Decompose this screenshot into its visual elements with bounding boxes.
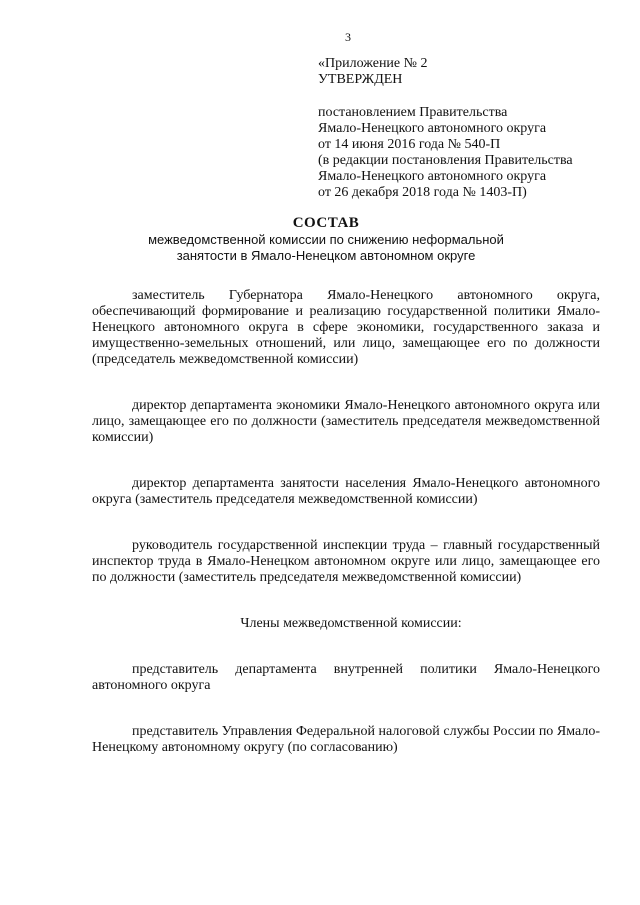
approval-line: от 26 декабря 2018 года № 1403-П) [318, 185, 527, 200]
members-heading: Члены межведомственной комиссии: [240, 616, 462, 631]
page-number: 3 [345, 30, 351, 44]
commission-member-paragraph: представитель департамента внутренней политики Ямало-Ненецкого автономного округа [92, 662, 600, 693]
approval-line: Ямало-Ненецкого автономного округа [318, 121, 547, 136]
member-paragraph: директор департамента занятости населения Ямало-Ненецкого автономного округа (заместитель председателя межведомственной комиссии) [92, 476, 600, 507]
document-body [92, 288, 600, 756]
member-paragraph: заместитель Губернатора Ямало-Ненецкого автономного округа, обеспечивающий формирование и реализацию государственной политики Ямало-Ненецкого автономного округа в сфере экономики, государственного заказа и имущественно-земельных отношений, или лицо, замещающее его по должности (председатель межведомственной комиссии) [92, 288, 600, 367]
commission-member-paragraph: представитель Управления Федеральной налоговой службы России по Ямало-Ненецкому автономному округу (по согласованию) [92, 724, 600, 755]
appendix-label: «Приложение № 2 [318, 56, 428, 71]
approval-line: от 14 июня 2016 года № 540-П [318, 137, 501, 152]
member-paragraph: руководитель государственной инспекции труда – главный государственный инспектор труда в Ямало-Ненецком автономном округе или лицо, замещающее его по должности (заместитель председателя межведомственной комиссии) [92, 538, 600, 585]
document-title: СОСТАВ [292, 215, 360, 231]
approved-label: УТВЕРЖДЕН [318, 72, 403, 87]
approval-line: (в редакции постановления Правительства [318, 153, 573, 168]
subtitle-line: межведомственной комиссии по снижению неформальной [148, 232, 504, 247]
approval-line: Ямало-Ненецкого автономного округа [318, 169, 547, 184]
appendix-header [318, 56, 618, 88]
document-title-block [40, 215, 600, 264]
subtitle-line: занятости в Ямало-Ненецком автономном округе [176, 248, 476, 263]
approval-reference [318, 105, 618, 201]
member-paragraph: директор департамента экономики Ямало-Ненецкого автономного округа или лицо, замещающее его по должности (заместитель председателя межведомственной комиссии) [92, 398, 600, 445]
approval-line: постановлением Правительства [318, 105, 508, 120]
document-subtitle [52, 232, 600, 264]
